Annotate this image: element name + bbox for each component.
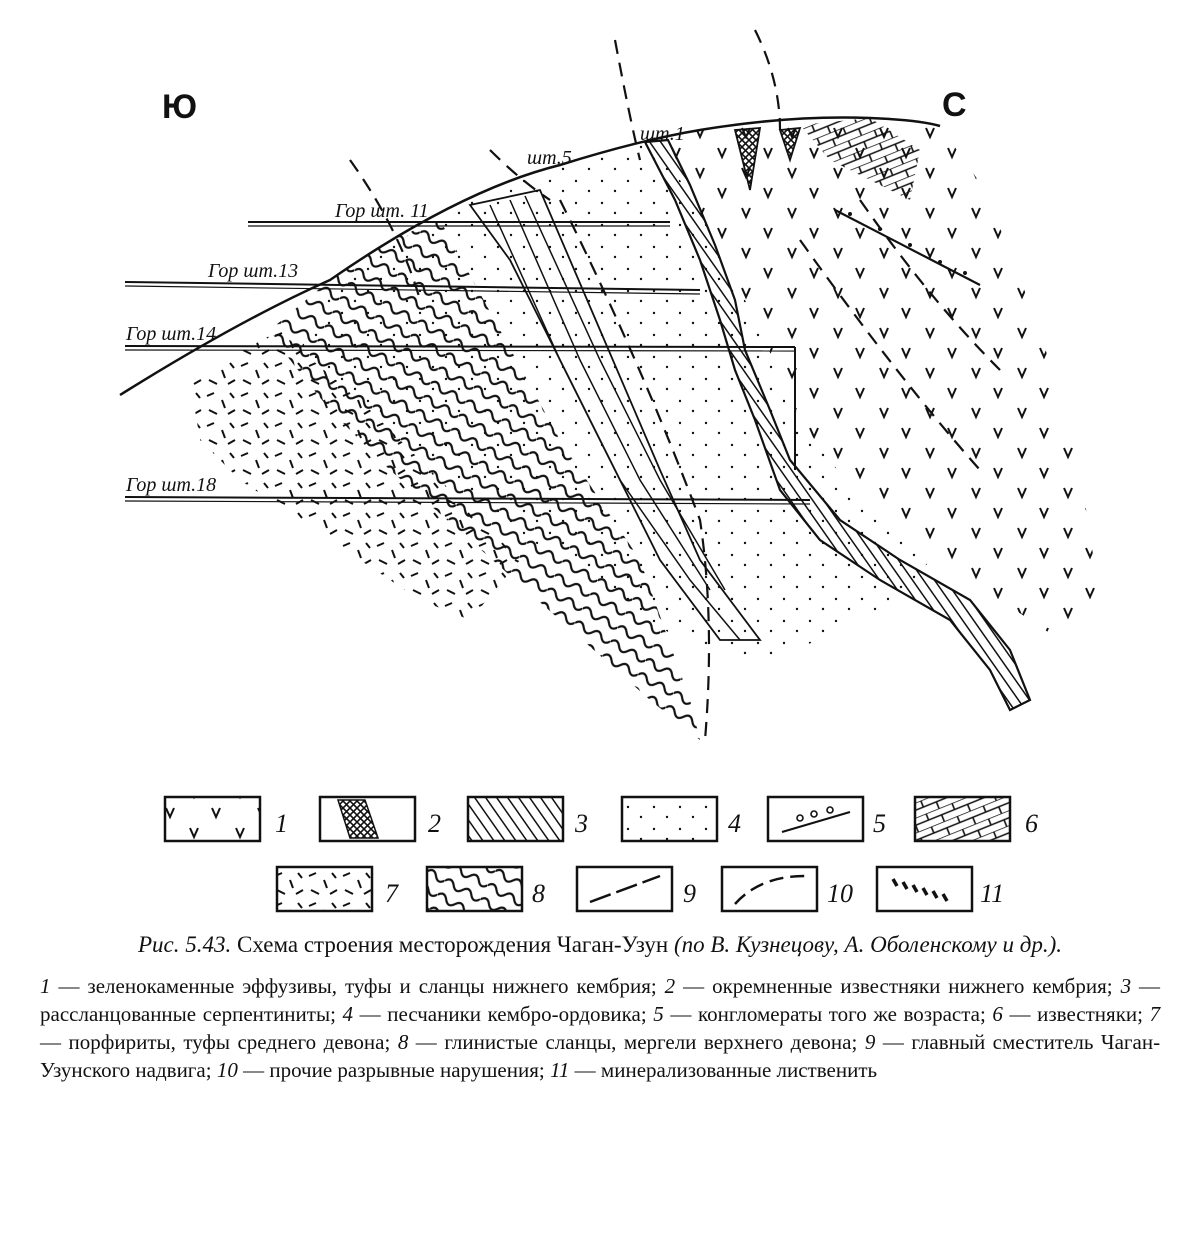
legend-item-7 (277, 867, 399, 911)
svg-text:5: 5 (873, 809, 886, 838)
level-label: Гор шт. 11 (335, 200, 429, 222)
svg-text:10: 10 (827, 879, 853, 908)
direction-north-label: С (942, 86, 967, 124)
legend-item-5 (768, 797, 886, 841)
legend-item-8 (427, 867, 545, 911)
legend-item-9 (577, 867, 696, 911)
level-label: Гор шт.14 (126, 323, 217, 345)
direction-south-label: Ю (162, 88, 198, 126)
adit-label: шт.1 (640, 123, 685, 145)
svg-text:6: 6 (1025, 809, 1038, 838)
legend-item-4 (622, 797, 741, 841)
level-label: Гор шт.18 (126, 474, 217, 496)
caption-title (40, 930, 1160, 960)
legend-item-2 (320, 797, 441, 841)
legend-item-10 (722, 867, 853, 911)
svg-text:7: 7 (385, 879, 398, 908)
figure-caption (40, 930, 1160, 1084)
svg-text:1: 1 (275, 809, 288, 838)
svg-text:9: 9 (683, 879, 696, 908)
legend-item-1 (165, 797, 288, 841)
level-label: Гор шт.13 (208, 260, 299, 282)
svg-text:3: 3 (575, 809, 588, 838)
adit-label: шт.5 (527, 147, 572, 169)
legend (0, 780, 1200, 930)
legend-item-6 (915, 797, 1038, 841)
legend-item-3 (468, 797, 588, 841)
svg-text:11: 11 (980, 879, 1005, 908)
svg-text:8: 8 (532, 879, 545, 908)
svg-text:4: 4 (728, 809, 741, 838)
legend-item-11 (877, 867, 1004, 911)
caption-source: (по В. Кузнецову, А. Оболенскому и др.). (673, 932, 1063, 957)
caption-title-text: Схема строения месторождения Чаган-Узун (237, 932, 669, 957)
caption-legend-text: 1 — зеленокаменные эффузивы, туфы и сланцы нижнего кембрия; 2 — окремненные известняки нижнего кембрия; 3 — рассланцованные серпентиниты; 4 — песчаники кембро-ордовика; 5 — конгломераты того же возраста; 6 — известняки; 7 — порфириты, туфы среднего девона; 8 — глинистые сланцы, мергели верхнего девона; 9 — главный сместитель Чаган-Узунского надвига; 10 — прочие разрывные нарушения; 11 — минерализованные лиственить (40, 974, 1161, 1082)
figure-number: Рис. 5.43. (137, 932, 232, 957)
svg-text:2: 2 (428, 809, 441, 838)
